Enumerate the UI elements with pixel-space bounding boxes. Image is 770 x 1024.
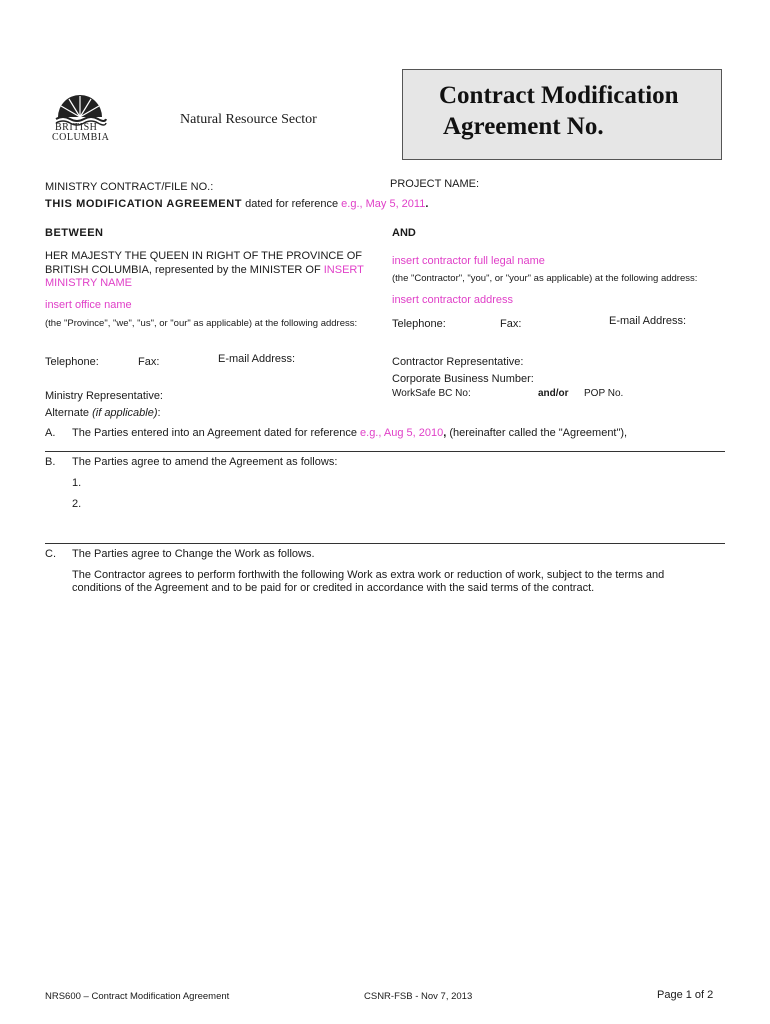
- title-line-2: Agreement No.: [443, 113, 604, 140]
- section-b-item-2: 2.: [72, 498, 82, 510]
- andor-label: and/or: [538, 388, 569, 399]
- contractor-telephone-label: Telephone:: [392, 318, 446, 330]
- sector-label: Natural Resource Sector: [180, 112, 317, 127]
- divider-a: [45, 451, 725, 452]
- alternate-end: :: [157, 407, 161, 419]
- section-b-item-1: 1.: [72, 477, 82, 489]
- agreement-ref-date-field[interactable]: e.g., Aug 5, 2010: [360, 427, 444, 439]
- province-note: (the "Province", "we", "us", or "our" as applicable) at the following address:: [45, 318, 358, 329]
- agreement-bold: THIS MODIFICATION AGREEMENT: [45, 198, 243, 210]
- section-c-text: The Parties agree to Change the Work as follows.: [72, 548, 315, 560]
- section-b-text: The Parties agree to amend the Agreement as follows:: [72, 456, 338, 468]
- logo-text-british: BRITISH: [55, 122, 98, 133]
- logo-text-columbia: COLUMBIA: [52, 132, 110, 143]
- party-line-1: HER MAJESTY THE QUEEN IN RIGHT OF THE PROVINCE OF: [45, 250, 363, 262]
- office-name-field[interactable]: insert office name: [45, 299, 132, 311]
- party-line-2: [45, 264, 364, 276]
- contractor-rep-label: Contractor Representative:: [392, 356, 524, 368]
- ministry-email-label: E-mail Address:: [218, 353, 296, 365]
- and-label: AND: [392, 227, 416, 239]
- agreement-date-field[interactable]: e.g., May 5, 2011: [341, 198, 426, 210]
- section-a-body: The Parties entered into an Agreement dated for reference: [72, 427, 361, 439]
- contractor-fax-label: Fax:: [500, 318, 522, 330]
- section-c-label: C.: [45, 548, 56, 560]
- ministry-name-field-cont[interactable]: MINISTRY NAME: [45, 277, 132, 289]
- project-name-label: PROJECT NAME:: [390, 178, 480, 190]
- footer-reference: CSNR-FSB - Nov 7, 2013: [364, 991, 473, 1002]
- corp-number-label: Corporate Business Number:: [392, 373, 534, 385]
- title-line-1: Contract Modification: [439, 82, 679, 109]
- ministry-file-label: MINISTRY CONTRACT/FILE NO.:: [45, 181, 214, 193]
- ministry-fax-label: Fax:: [138, 356, 160, 368]
- alternate-label: [45, 407, 161, 419]
- worksafe-label: WorkSafe BC No:: [392, 388, 471, 399]
- alternate-italic: (if applicable): [92, 407, 158, 419]
- party-line-2-text: BRITISH COLUMBIA, represented by the MINISTER OF: [45, 264, 324, 276]
- section-c-para-line-2: conditions of the Agreement and to be paid for or credited in accordance with the said terms of the contract.: [72, 582, 595, 594]
- footer-form-name: NRS600 – Contract Modification Agreement: [45, 991, 230, 1002]
- agreement-end: .: [425, 198, 429, 210]
- ministry-name-field[interactable]: INSERT: [323, 264, 364, 276]
- ministry-telephone-label: Telephone:: [45, 356, 99, 368]
- between-label: BETWEEN: [45, 227, 104, 239]
- divider-b: [45, 543, 725, 544]
- agreement-text: dated for reference: [242, 198, 342, 210]
- ministry-rep-label: Ministry Representative:: [45, 390, 163, 402]
- contractor-address-field[interactable]: insert contractor address: [392, 294, 514, 306]
- pop-label: POP No.: [584, 388, 624, 399]
- contractor-email-label: E-mail Address:: [609, 315, 687, 327]
- contractor-note: (the "Contractor", "you", or "your" as applicable) at the following address:: [392, 273, 698, 284]
- title-box: [402, 69, 722, 160]
- section-a-label: A.: [45, 427, 56, 439]
- section-c-para-line-1: The Contractor agrees to perform forthwith the following Work as extra work or reduction of work, subject to the terms and: [72, 569, 665, 581]
- alternate-text: Alternate: [45, 407, 93, 419]
- section-a-end: (hereinafter called the "Agreement"),: [446, 427, 628, 439]
- section-b-label: B.: [45, 456, 56, 468]
- contractor-name-field[interactable]: insert contractor full legal name: [392, 255, 545, 267]
- section-a-text: [72, 427, 627, 439]
- agreement-line: [45, 198, 428, 210]
- footer-page-number: Page 1 of 2: [657, 989, 714, 1001]
- section-a-comma: ,: [443, 427, 447, 439]
